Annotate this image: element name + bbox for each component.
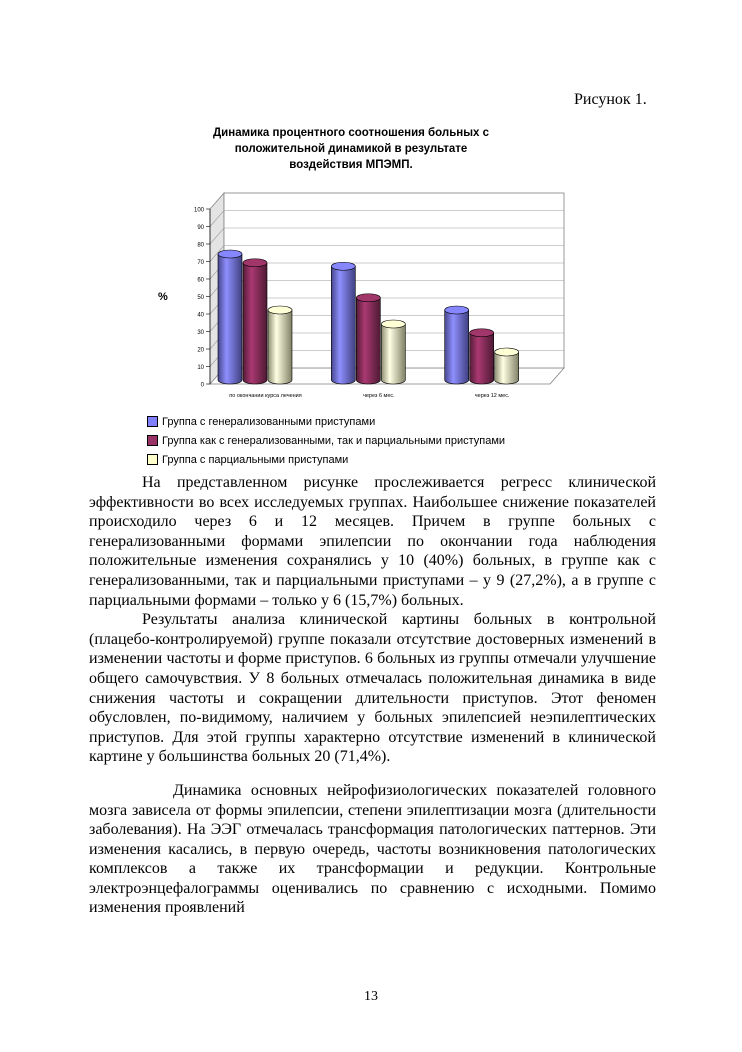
bar: [331, 266, 355, 384]
bar: [218, 254, 242, 384]
bar-top: [218, 250, 242, 258]
legend-label: Группа с парциальными приступами: [162, 453, 349, 466]
page-number: 13: [364, 989, 378, 1004]
legend-item: [147, 450, 505, 469]
y-tick-label: 40: [197, 312, 204, 319]
y-tick-label: 60: [197, 277, 204, 284]
x-tick-label: через 12 мес.: [474, 393, 510, 399]
bar-top: [356, 294, 380, 302]
chart-title: [170, 125, 532, 173]
y-tick-label: 80: [197, 242, 204, 249]
bar: [470, 333, 494, 384]
bar-top: [381, 320, 405, 328]
bar-top: [470, 329, 494, 337]
legend-item: [147, 412, 505, 431]
y-tick-label: 0: [200, 382, 204, 389]
x-tick-label: через 6 мес.: [362, 393, 395, 399]
bar: [268, 310, 292, 384]
chart-title-line-2: положительной динамикой в результате: [234, 143, 468, 155]
figure-label: Рисунок 1.: [574, 91, 647, 108]
y-axis-label: %: [158, 291, 168, 303]
legend-item: [147, 431, 505, 450]
legend-label: Группа с генерализованными приступами: [162, 415, 376, 428]
bar: [445, 310, 469, 384]
legend-swatch-series-2: [147, 435, 158, 446]
y-tick-label: 70: [197, 260, 204, 266]
paragraph: На представленном рисунке прослеживается регресс клинической эффективности во всех исследуемых группах. Наибольшее снижение показателей происходило через 6 и 12 месяцев. Причем в группе больных с генерализованными формами эпилепсии по окончании года наблюдения положительные изменения сохранялись у 10 (40%) больных, в группе как с генерализованными, так и парциальными приступами – у 9 (27,2%), а в группе с парциальными формами – только у 6 (15,7%) больных.: [89, 474, 656, 609]
bar: [381, 324, 405, 384]
bar: [243, 263, 267, 384]
legend-swatch-series-3: [147, 454, 158, 465]
bar-top: [445, 306, 469, 314]
legend-label: Группа как с генерализованными, так и парциальными приступами: [162, 434, 506, 447]
y-tick-label: 50: [197, 295, 204, 301]
body-text: [89, 473, 656, 918]
bar-top: [243, 259, 267, 267]
y-tick-label: 90: [197, 225, 204, 231]
paragraph: Результаты анализа клинической картины больных в контрольной (плацебо-контролируемой) группе показали отсутствие достоверных изменений в изменении частоты и форме приступов. 6 больных из группы отмечали улучшение общего самочувствия. У 8 больных отмечалась положительная динамика в виде снижения частоты и сокращении длительности приступов. Этот феномен обусловлен, по-видимому, наличием у больных эпилепсией неэпилептических приступов. Для этой группы характерно отсутствие изменений в клинической картине у большинства больных 20 (71,4%).: [89, 611, 656, 766]
bar: [495, 352, 519, 384]
bar-top: [268, 306, 292, 314]
legend-swatch-series-1: [147, 416, 158, 427]
x-tick-label: по окончании курса лечения: [229, 393, 302, 399]
chart-title-line-3: воздействия МПЭМП.: [289, 159, 413, 171]
chart-legend: [147, 412, 505, 469]
y-tick-label: 10: [197, 365, 204, 371]
y-tick-label: 30: [197, 330, 204, 336]
chart-title-line-1: Динамика процентного соотношения больных с: [212, 127, 490, 139]
bar-chart: [130, 178, 570, 408]
bar: [356, 298, 380, 384]
paragraph: Динамика основных нейрофизиологических показателей головного мозга зависела от формы эпилепсии, степени эпилептизации мозга (длительности заболевания). На ЭЭГ отмечалась трансформация патологических паттернов. Эти изменения касались, в первую очередь, частоты возникновения патологических комплексов а также их трансформации и редукции. Контрольные электроэнцефалограммы оценивались по сравнению с исходными. Помимо изменения проявлений: [89, 781, 656, 917]
bar-top: [495, 348, 519, 356]
y-tick-label: 100: [193, 207, 204, 214]
y-tick-label: 20: [197, 347, 204, 354]
bar-top: [331, 262, 355, 270]
